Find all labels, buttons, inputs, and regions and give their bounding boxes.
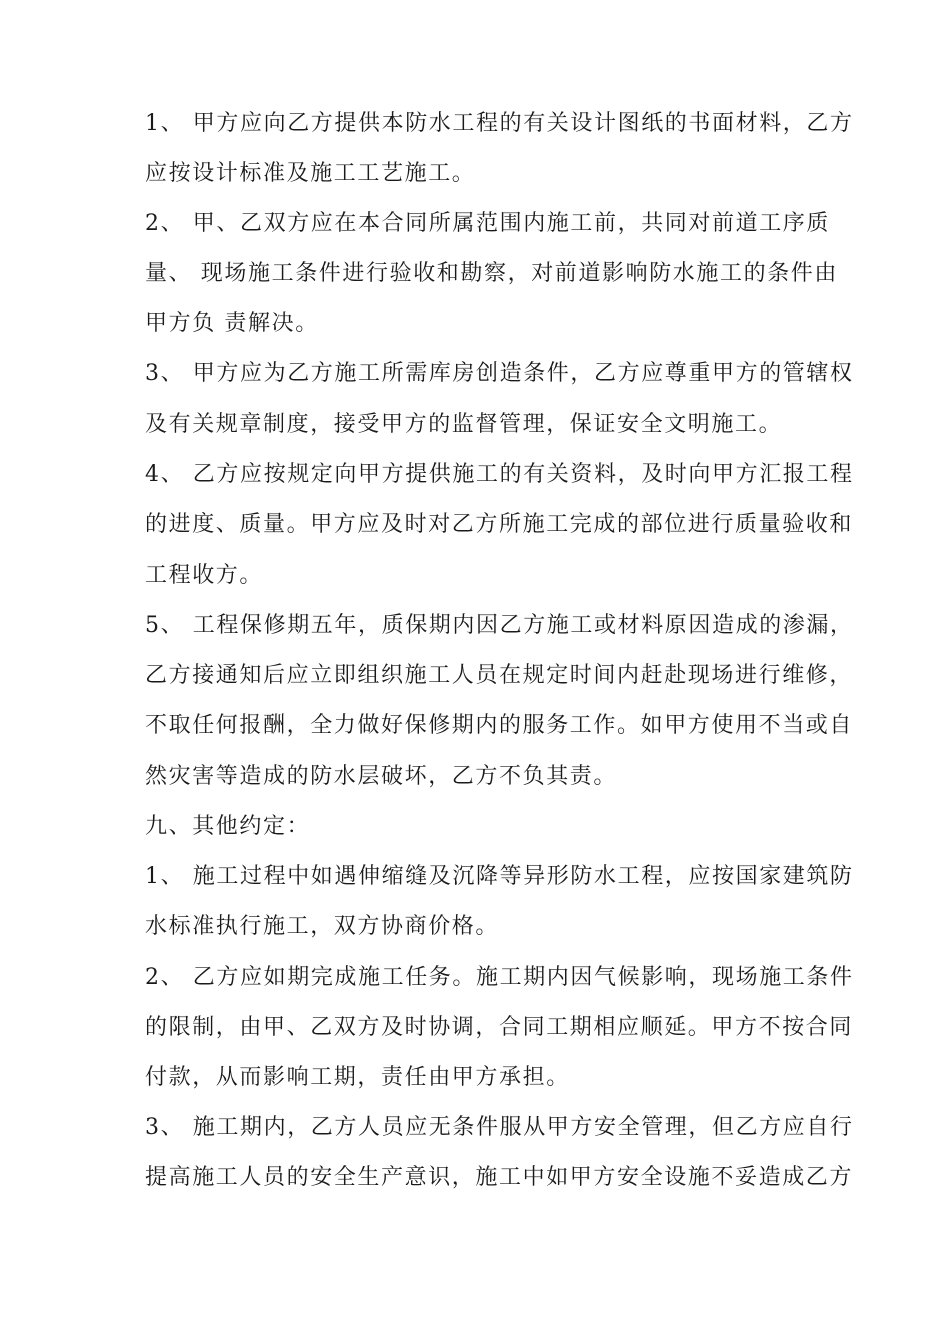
text-line: 及有关规章制度，接受甲方的监督管理，保证安全文明施工。 (145, 412, 783, 437)
text-line: 1、 施工过程中如遇伸缩缝及沉降等异形防水工程，应按国家建筑防 (145, 864, 854, 889)
text-line: 工程收方。 (145, 563, 264, 588)
text-line: 甲方负 责解决。 (145, 311, 319, 336)
text-line: 然灾害等造成的防水层破坏，乙方不负其责。 (145, 764, 618, 789)
text-line: 乙方接通知后应立即组织施工人员在规定时间内赶赴现场进行维修， (145, 663, 854, 688)
text-line: 水标准执行施工，双方协商价格。 (145, 914, 500, 939)
text-line: 2、 乙方应如期完成施工任务。施工期内因气候影响，现场施工条件 (145, 965, 854, 990)
text-line: 提高施工人员的安全生产意识，施工中如甲方安全设施不妥造成乙方 (145, 1165, 854, 1190)
section-heading: 九、其他约定： (145, 814, 311, 839)
text-line: 3、 甲方应为乙方施工所需库房创造条件，乙方应尊重甲方的管辖权 (145, 361, 854, 386)
text-line: 5、 工程保修期五年，质保期内因乙方施工或材料原因造成的渗漏， (145, 613, 854, 638)
text-line: 量、 现场施工条件进行验收和勘察，对前道影响防水施工的条件由 (145, 261, 838, 286)
text-line: 1、 甲方应向乙方提供本防水工程的有关设计图纸的书面材料，乙方 (145, 111, 854, 136)
text-line: 2、 甲、乙双方应在本合同所属范围内施工前，共同对前道工序质 (145, 211, 830, 236)
text-line: 的限制，由甲、乙双方及时协调，合同工期相应顺延。甲方不按合同 (145, 1015, 854, 1040)
text-line: 的进度、质量。甲方应及时对乙方所施工完成的部位进行质量验收和 (145, 512, 854, 537)
text-line: 不取任何报酬，全力做好保修期内的服务工作。如甲方使用不当或自 (145, 713, 854, 738)
text-line: 4、 乙方应按规定向甲方提供施工的有关资料，及时向甲方汇报工程 (145, 462, 854, 487)
text-line: 应按设计标准及施工工艺施工。 (145, 161, 476, 186)
text-line: 付款，从而影响工期，责任由甲方承担。 (145, 1065, 570, 1090)
text-line: 3、 施工期内，乙方人员应无条件服从甲方安全管理，但乙方应自行 (145, 1115, 854, 1140)
